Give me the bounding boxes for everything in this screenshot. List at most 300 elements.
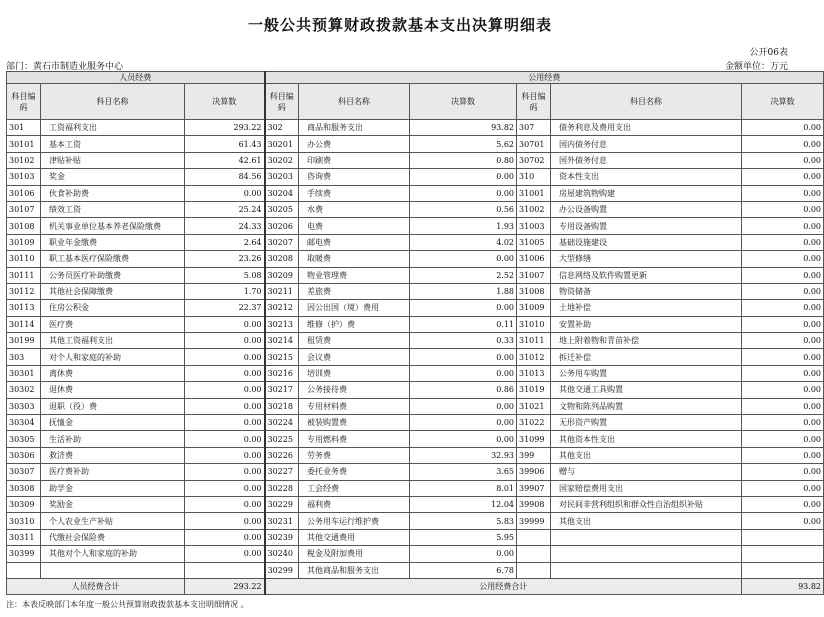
amount-cell: 0.00 <box>742 513 824 529</box>
amount-cell: 6.78 <box>410 562 517 578</box>
amount-cell: 3.65 <box>410 464 517 480</box>
code-cell: 30301 <box>7 365 41 381</box>
table-row <box>7 251 824 267</box>
code-cell: 31019 <box>517 382 551 398</box>
name-cell: 抚恤金 <box>41 415 185 431</box>
code-cell: 30110 <box>7 251 41 267</box>
amount-cell: 0.00 <box>742 382 824 398</box>
code-cell <box>517 546 551 562</box>
name-cell: 生活补助 <box>41 431 185 447</box>
amount-cell: 0.00 <box>742 415 824 431</box>
amount-cell: 0.56 <box>410 201 517 217</box>
name-cell: 其他对个人和家庭的补助 <box>41 546 185 562</box>
code-cell: 39999 <box>517 513 551 529</box>
amount-cell: 0.33 <box>410 333 517 349</box>
code-cell: 39908 <box>517 496 551 512</box>
name-cell: 救济费 <box>41 447 185 463</box>
code-cell: 301 <box>7 120 41 136</box>
header-code-left: 科目编码 <box>7 84 41 120</box>
name-cell: 会议费 <box>299 349 410 365</box>
code-cell: 30112 <box>7 283 41 299</box>
code-cell: 30302 <box>7 382 41 398</box>
amount-cell: 5.83 <box>410 513 517 529</box>
amount-cell: 0.00 <box>410 251 517 267</box>
code-cell: 30207 <box>265 234 299 250</box>
amount-cell: 0.00 <box>742 218 824 234</box>
name-cell: 水费 <box>299 201 410 217</box>
code-cell: 30214 <box>265 333 299 349</box>
public-total-value: 93.82 <box>742 578 824 594</box>
footnote: 注：本表反映部门本年度一般公共预算财政拨款基本支出明细情况 。 <box>6 600 249 609</box>
amount-cell: 293.22 <box>185 120 265 136</box>
amount-cell <box>742 562 824 578</box>
name-cell: 奖金 <box>41 169 185 185</box>
code-cell: 30311 <box>7 529 41 545</box>
code-cell: 30109 <box>7 234 41 250</box>
table-row <box>7 316 824 332</box>
header-amount-mid: 决算数 <box>410 84 517 120</box>
table-row <box>7 562 824 578</box>
name-cell: 对个人和家庭的补助 <box>41 349 185 365</box>
name-cell: 医疗费补助 <box>41 464 185 480</box>
code-cell: 31005 <box>517 234 551 250</box>
name-cell: 维修（护）费 <box>299 316 410 332</box>
amount-cell: 0.00 <box>185 464 265 480</box>
amount-cell: 0.00 <box>185 447 265 463</box>
code-cell: 30227 <box>265 464 299 480</box>
table-row <box>7 513 824 529</box>
code-cell: 30107 <box>7 201 41 217</box>
name-cell: 其他交通工具购置 <box>551 382 742 398</box>
table-row <box>7 431 824 447</box>
table-row <box>7 480 824 496</box>
code-cell: 30113 <box>7 300 41 316</box>
name-cell: 债务利息及费用支出 <box>551 120 742 136</box>
name-cell: 土地补偿 <box>551 300 742 316</box>
table-row <box>7 201 824 217</box>
code-cell: 30239 <box>265 529 299 545</box>
amount-cell: 0.00 <box>185 480 265 496</box>
amount-cell: 42.61 <box>185 152 265 168</box>
name-cell: 代缴社会保险费 <box>41 529 185 545</box>
table-row <box>7 333 824 349</box>
header-amount-right: 决算数 <box>742 84 824 120</box>
name-cell: 绩效工资 <box>41 201 185 217</box>
table-row <box>7 136 824 152</box>
code-cell: 30213 <box>265 316 299 332</box>
amount-cell: 0.00 <box>410 398 517 414</box>
code-cell: 30108 <box>7 218 41 234</box>
code-cell: 30399 <box>7 546 41 562</box>
code-cell: 30218 <box>265 398 299 414</box>
name-cell: 医疗费 <box>41 316 185 332</box>
public-total-label: 公用经费合计 <box>265 578 742 594</box>
name-cell: 基本工资 <box>41 136 185 152</box>
name-cell: 基础设施建设 <box>551 234 742 250</box>
code-cell: 310 <box>517 169 551 185</box>
table-row <box>7 415 824 431</box>
header-name-mid: 科目名称 <box>299 84 410 120</box>
code-cell: 39906 <box>517 464 551 480</box>
code-cell: 30299 <box>265 562 299 578</box>
code-cell: 31006 <box>517 251 551 267</box>
code-cell: 302 <box>265 120 299 136</box>
amount-cell: 32.93 <box>410 447 517 463</box>
amount-cell: 4.02 <box>410 234 517 250</box>
name-cell: 被装购置费 <box>299 415 410 431</box>
name-cell: 物业管理费 <box>299 267 410 283</box>
table-row <box>7 169 824 185</box>
amount-cell: 84.56 <box>185 169 265 185</box>
code-cell: 30204 <box>265 185 299 201</box>
code-cell: 30304 <box>7 415 41 431</box>
amount-cell: 5.08 <box>185 267 265 283</box>
amount-cell: 0.00 <box>742 333 824 349</box>
name-cell: 办公费 <box>299 136 410 152</box>
column-header-row <box>7 84 824 120</box>
table-row <box>7 447 824 463</box>
name-cell: 拆迁补偿 <box>551 349 742 365</box>
code-cell: 31099 <box>517 431 551 447</box>
amount-cell: 1.88 <box>410 283 517 299</box>
code-cell: 30308 <box>7 480 41 496</box>
name-cell: 差旅费 <box>299 283 410 299</box>
name-cell: 商品和服务支出 <box>299 120 410 136</box>
name-cell: 地上附着物和青苗补偿 <box>551 333 742 349</box>
amount-cell: 22.37 <box>185 300 265 316</box>
amount-cell: 5.62 <box>410 136 517 152</box>
amount-cell: 0.00 <box>185 316 265 332</box>
amount-cell <box>742 546 824 562</box>
amount-cell: 0.00 <box>742 365 824 381</box>
name-cell: 租赁费 <box>299 333 410 349</box>
table-row <box>7 464 824 480</box>
name-cell: 伙食补助费 <box>41 185 185 201</box>
amount-cell: 1.93 <box>410 218 517 234</box>
header-code-mid: 科目编码 <box>265 84 299 120</box>
code-cell: 30306 <box>7 447 41 463</box>
amount-cell: 8.01 <box>410 480 517 496</box>
personnel-total-value: 293.22 <box>185 578 265 594</box>
code-cell: 30217 <box>265 382 299 398</box>
code-cell: 31003 <box>517 218 551 234</box>
table-row <box>7 382 824 398</box>
name-cell: 房屋建筑物购建 <box>551 185 742 201</box>
name-cell: 赠与 <box>551 464 742 480</box>
code-cell: 31010 <box>517 316 551 332</box>
amount-cell: 0.00 <box>410 431 517 447</box>
code-cell: 30225 <box>265 431 299 447</box>
name-cell: 国家赔偿费用支出 <box>551 480 742 496</box>
name-cell: 物资储备 <box>551 283 742 299</box>
code-cell: 30702 <box>517 152 551 168</box>
code-cell: 30199 <box>7 333 41 349</box>
amount-cell: 61.43 <box>185 136 265 152</box>
section-header-row <box>7 72 824 84</box>
name-cell: 其他支出 <box>551 513 742 529</box>
section-public: 公用经费 <box>265 72 824 84</box>
table-row <box>7 234 824 250</box>
code-cell: 30701 <box>517 136 551 152</box>
name-cell: 培训费 <box>299 365 410 381</box>
code-cell: 30224 <box>265 415 299 431</box>
amount-cell: 5.95 <box>410 529 517 545</box>
table-row <box>7 267 824 283</box>
amount-cell: 0.00 <box>410 415 517 431</box>
name-cell: 劳务费 <box>299 447 410 463</box>
name-cell <box>551 529 742 545</box>
code-cell: 30114 <box>7 316 41 332</box>
name-cell: 退职（役）费 <box>41 398 185 414</box>
code-cell: 30106 <box>7 185 41 201</box>
header-name-right: 科目名称 <box>551 84 742 120</box>
code-cell: 30205 <box>265 201 299 217</box>
name-cell: 职工基本医疗保险缴费 <box>41 251 185 267</box>
amount-cell: 0.00 <box>410 365 517 381</box>
amount-cell: 2.64 <box>185 234 265 250</box>
amount-cell: 0.00 <box>742 316 824 332</box>
amount-cell: 0.00 <box>742 398 824 414</box>
code-cell <box>517 529 551 545</box>
table-row <box>7 300 824 316</box>
amount-cell: 0.00 <box>742 136 824 152</box>
table-row <box>7 218 824 234</box>
name-cell: 税金及附加费用 <box>299 546 410 562</box>
report-title: 一般公共预算财政拨款基本支出决算明细表 <box>247 16 552 34</box>
code-cell: 31022 <box>517 415 551 431</box>
amount-cell: 0.00 <box>742 201 824 217</box>
name-cell: 邮电费 <box>299 234 410 250</box>
code-cell: 30231 <box>265 513 299 529</box>
code-cell: 30228 <box>265 480 299 496</box>
amount-cell: 0.00 <box>742 152 824 168</box>
expenditure-table <box>6 71 824 595</box>
amount-cell: 12.04 <box>410 496 517 512</box>
code-cell: 31011 <box>517 333 551 349</box>
section-personnel: 人员经费 <box>7 72 265 84</box>
code-cell: 30102 <box>7 152 41 168</box>
code-cell: 30209 <box>265 267 299 283</box>
code-cell: 30202 <box>265 152 299 168</box>
code-cell: 30201 <box>265 136 299 152</box>
name-cell: 对民间非营利组织和群众性自治组织补贴 <box>551 496 742 512</box>
header-name-left: 科目名称 <box>41 84 185 120</box>
code-cell: 31009 <box>517 300 551 316</box>
name-cell: 公务接待费 <box>299 382 410 398</box>
amount-cell: 0.00 <box>185 185 265 201</box>
table-row <box>7 349 824 365</box>
name-cell: 公务员医疗补助缴费 <box>41 267 185 283</box>
amount-cell: 0.00 <box>410 169 517 185</box>
amount-cell: 24.33 <box>185 218 265 234</box>
code-cell: 39907 <box>517 480 551 496</box>
amount-cell: 0.00 <box>742 464 824 480</box>
amount-cell: 0.00 <box>185 333 265 349</box>
code-cell: 30229 <box>265 496 299 512</box>
table-row <box>7 398 824 414</box>
code-cell: 31008 <box>517 283 551 299</box>
amount-cell: 2.52 <box>410 267 517 283</box>
name-cell: 离休费 <box>41 365 185 381</box>
table-row <box>7 283 824 299</box>
name-cell: 咨询费 <box>299 169 410 185</box>
amount-cell <box>742 529 824 545</box>
code-cell: 30226 <box>265 447 299 463</box>
amount-cell: 0.00 <box>185 398 265 414</box>
code-cell: 30208 <box>265 251 299 267</box>
amount-cell: 0.00 <box>742 283 824 299</box>
code-cell: 30212 <box>265 300 299 316</box>
amount-cell: 0.11 <box>410 316 517 332</box>
name-cell: 其他支出 <box>551 447 742 463</box>
code-cell: 30203 <box>265 169 299 185</box>
amount-cell: 0.00 <box>742 251 824 267</box>
amount-cell: 0.00 <box>410 185 517 201</box>
name-cell <box>41 562 185 578</box>
amount-cell: 93.82 <box>410 120 517 136</box>
amount-cell: 0.00 <box>742 169 824 185</box>
amount-cell: 0.00 <box>410 349 517 365</box>
name-cell: 无形资产购置 <box>551 415 742 431</box>
name-cell: 办公设备购置 <box>551 201 742 217</box>
table-row <box>7 529 824 545</box>
code-cell: 30310 <box>7 513 41 529</box>
amount-cell: 0.00 <box>742 431 824 447</box>
code-cell: 399 <box>517 447 551 463</box>
name-cell: 退休费 <box>41 382 185 398</box>
name-cell: 住房公积金 <box>41 300 185 316</box>
amount-cell: 0.00 <box>410 546 517 562</box>
name-cell: 其他商品和服务支出 <box>299 562 410 578</box>
name-cell: 助学金 <box>41 480 185 496</box>
amount-unit-label: 金额单位：万元 <box>724 62 788 72</box>
amount-cell: 0.00 <box>742 185 824 201</box>
code-cell: 31013 <box>517 365 551 381</box>
code-cell: 31012 <box>517 349 551 365</box>
code-cell: 30305 <box>7 431 41 447</box>
name-cell: 工资福利支出 <box>41 120 185 136</box>
amount-cell: 0.00 <box>185 365 265 381</box>
table-row <box>7 185 824 201</box>
name-cell: 因公出国（境）费用 <box>299 300 410 316</box>
code-cell: 30211 <box>265 283 299 299</box>
amount-cell: 0.00 <box>410 300 517 316</box>
name-cell: 专用燃料费 <box>299 431 410 447</box>
amount-cell: 0.00 <box>742 349 824 365</box>
personnel-total-label: 人员经费合计 <box>7 578 185 594</box>
code-cell: 303 <box>7 349 41 365</box>
name-cell: 安置补助 <box>551 316 742 332</box>
amount-cell: 0.00 <box>742 300 824 316</box>
code-cell: 30206 <box>265 218 299 234</box>
amount-cell: 0.00 <box>742 447 824 463</box>
name-cell: 其他工资福利支出 <box>41 333 185 349</box>
name-cell: 文物和陈列品购置 <box>551 398 742 414</box>
code-cell: 31002 <box>517 201 551 217</box>
code-cell <box>517 562 551 578</box>
amount-cell: 0.00 <box>185 415 265 431</box>
table-row <box>7 152 824 168</box>
code-cell: 307 <box>517 120 551 136</box>
amount-cell: 0.00 <box>185 382 265 398</box>
code-cell: 30103 <box>7 169 41 185</box>
name-cell: 大型修缮 <box>551 251 742 267</box>
name-cell <box>551 562 742 578</box>
name-cell: 津贴补贴 <box>41 152 185 168</box>
amount-cell: 0.00 <box>742 496 824 512</box>
name-cell <box>551 546 742 562</box>
name-cell: 手续费 <box>299 185 410 201</box>
name-cell: 取暖费 <box>299 251 410 267</box>
header-code-right: 科目编码 <box>517 84 551 120</box>
amount-cell: 0.00 <box>742 480 824 496</box>
amount-cell: 0.00 <box>185 546 265 562</box>
name-cell: 委托业务费 <box>299 464 410 480</box>
name-cell: 个人农业生产补贴 <box>41 513 185 529</box>
name-cell: 公务用车购置 <box>551 365 742 381</box>
name-cell: 福利费 <box>299 496 410 512</box>
name-cell: 奖励金 <box>41 496 185 512</box>
amount-cell: 23.26 <box>185 251 265 267</box>
table-row <box>7 365 824 381</box>
amount-cell: 0.00 <box>185 349 265 365</box>
amount-cell: 0.00 <box>185 431 265 447</box>
code-cell: 31001 <box>517 185 551 201</box>
name-cell: 信息网络及软件购置更新 <box>551 267 742 283</box>
amount-cell: 0.00 <box>185 529 265 545</box>
amount-cell <box>185 562 265 578</box>
name-cell: 资本性支出 <box>551 169 742 185</box>
code-cell: 31007 <box>517 267 551 283</box>
table-row <box>7 546 824 562</box>
code-cell: 30309 <box>7 496 41 512</box>
name-cell: 其他资本性支出 <box>551 431 742 447</box>
name-cell: 机关事业单位基本养老保险缴费 <box>41 218 185 234</box>
header-amount-left: 决算数 <box>185 84 265 120</box>
name-cell: 国内债务付息 <box>551 136 742 152</box>
totals-row <box>7 578 824 594</box>
amount-cell: 0.00 <box>185 513 265 529</box>
amount-cell: 0.80 <box>410 152 517 168</box>
name-cell: 其他社会保障缴费 <box>41 283 185 299</box>
code-cell: 30101 <box>7 136 41 152</box>
code-cell: 30240 <box>265 546 299 562</box>
name-cell: 其他交通费用 <box>299 529 410 545</box>
amount-cell: 1.70 <box>185 283 265 299</box>
code-cell: 31021 <box>517 398 551 414</box>
code-cell: 30215 <box>265 349 299 365</box>
amount-cell: 0.00 <box>185 496 265 512</box>
code-cell: 30303 <box>7 398 41 414</box>
name-cell: 国外债务付息 <box>551 152 742 168</box>
name-cell: 印刷费 <box>299 152 410 168</box>
code-cell: 30307 <box>7 464 41 480</box>
name-cell: 职业年金缴费 <box>41 234 185 250</box>
amount-cell: 0.86 <box>410 382 517 398</box>
name-cell: 公务用车运行维护费 <box>299 513 410 529</box>
amount-cell: 25.24 <box>185 201 265 217</box>
name-cell: 电费 <box>299 218 410 234</box>
name-cell: 工会经费 <box>299 480 410 496</box>
name-cell: 专用设备购置 <box>551 218 742 234</box>
code-cell <box>7 562 41 578</box>
table-row <box>7 120 824 136</box>
code-cell: 30216 <box>265 365 299 381</box>
amount-cell: 0.00 <box>742 267 824 283</box>
table-row <box>7 496 824 512</box>
amount-cell: 0.00 <box>742 234 824 250</box>
name-cell: 专用材料费 <box>299 398 410 414</box>
